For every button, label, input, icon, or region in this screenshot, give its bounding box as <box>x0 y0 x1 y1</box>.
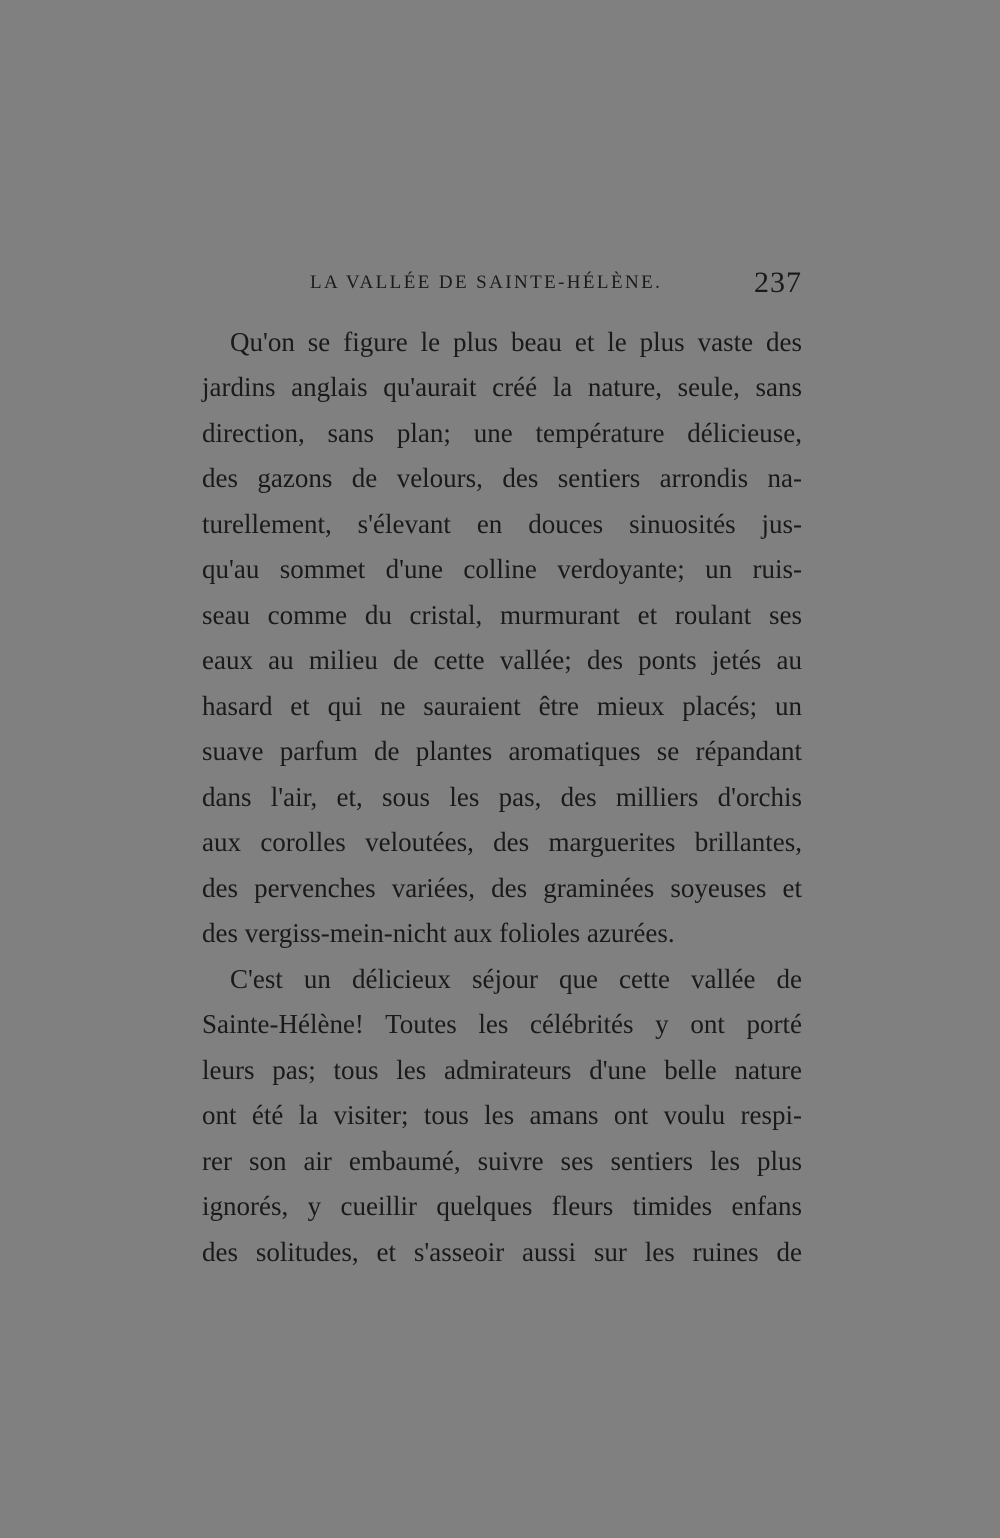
text-line: leurs pas; tous les admirateurs d'une belle nature <box>202 1055 802 1085</box>
text-line: jardins anglais qu'aurait créé la nature, seule, sans <box>202 372 802 402</box>
text-line: seau comme du cristal, murmurant et roulant ses <box>202 600 802 630</box>
text-line: turellement, s'élevant en douces sinuosités jus- <box>202 509 802 539</box>
text-line: des gazons de velours, des sentiers arrondis na- <box>202 463 802 493</box>
text-line: C'est un délicieux séjour que cette vallée de <box>230 964 802 994</box>
text-line: des solitudes, et s'asseoir aussi sur les ruines de <box>202 1237 802 1267</box>
text-line: Sainte-Hélène! Toutes les célébrités y ont porté <box>202 1009 802 1039</box>
text-line: Qu'on se figure le plus beau et le plus vaste des <box>230 327 802 357</box>
text-line: des pervenches variées, des graminées soyeuses et <box>202 873 802 903</box>
text-line: eaux au milieu de cette vallée; des ponts jetés au <box>202 645 802 675</box>
text-line: ignorés, y cueillir quelques fleurs timides enfans <box>202 1191 802 1221</box>
text-line: aux corolles veloutées, des marguerites brillantes, <box>202 827 802 857</box>
text-line: hasard et qui ne sauraient être mieux placés; un <box>202 691 802 721</box>
text-line: des vergiss-mein-nicht aux folioles azurées. <box>202 918 675 948</box>
text-line: suave parfum de plantes aromatiques se répandant <box>202 736 802 766</box>
running-head <box>200 266 802 306</box>
text-line: ont été la visiter; tous les amans ont voulu respi- <box>202 1100 802 1130</box>
running-title: LA VALLÉE DE SAINTE-HÉLÈNE. <box>310 272 663 293</box>
page-number: 237 <box>754 266 802 299</box>
text-line: direction, sans plan; une température délicieuse, <box>202 418 802 448</box>
text-line: qu'au sommet d'une colline verdoyante; un ruis- <box>202 554 802 584</box>
text-line: dans l'air, et, sous les pas, des milliers d'orchis <box>202 782 802 812</box>
text-line: rer son air embaumé, suivre ses sentiers les plus <box>202 1146 802 1176</box>
